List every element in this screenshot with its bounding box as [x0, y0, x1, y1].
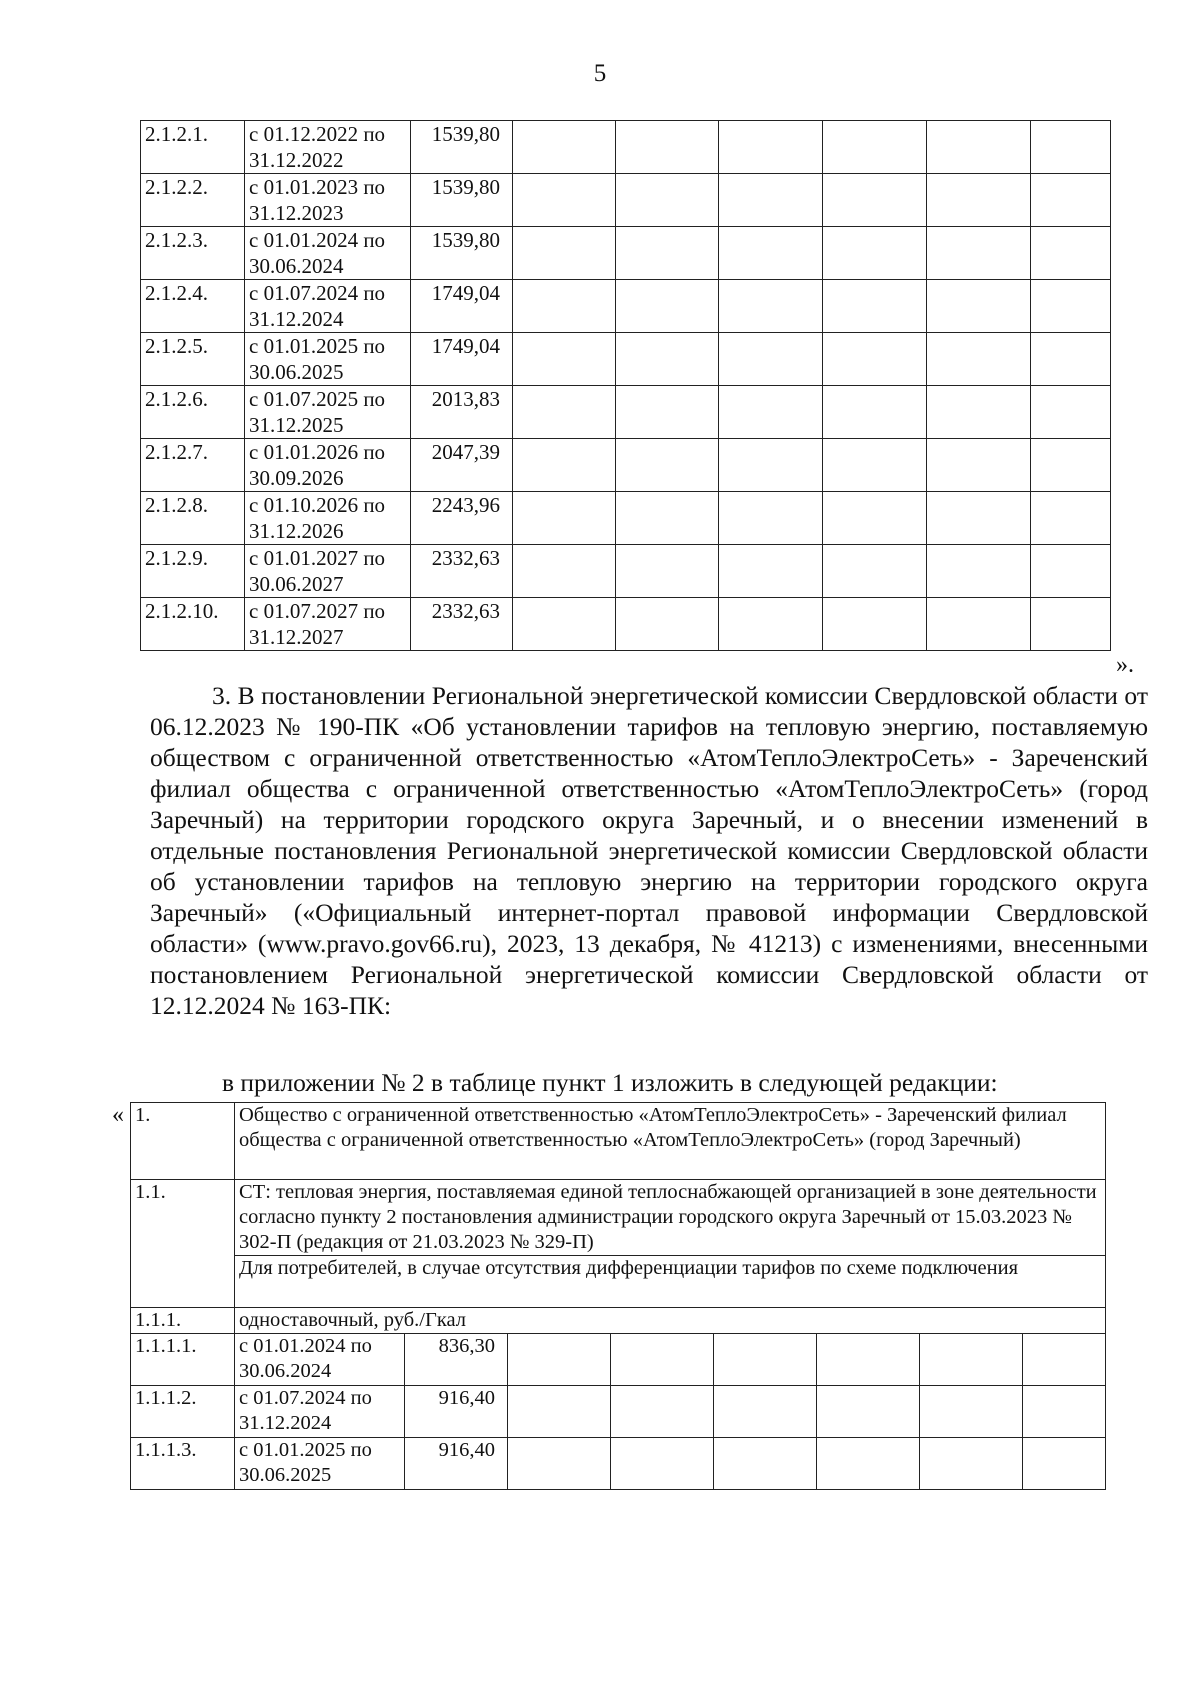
empty-cell — [616, 439, 719, 492]
row-code: 1.1. — [131, 1180, 235, 1308]
page-number: 5 — [593, 60, 607, 87]
period-cell — [235, 1386, 405, 1438]
period-start: с 01.01.2027 по — [249, 546, 386, 570]
empty-cell — [1031, 227, 1111, 280]
empty-cell — [823, 386, 927, 439]
period-cell — [245, 492, 411, 545]
tariff-value: 2013,83 — [411, 386, 513, 439]
paragraph-3 — [150, 680, 1148, 1021]
table-row — [131, 1256, 1106, 1308]
empty-cell — [719, 280, 823, 333]
tariff-value: 916,40 — [405, 1386, 508, 1438]
empty-cell — [1031, 333, 1111, 386]
empty-cell — [719, 492, 823, 545]
empty-cell — [823, 439, 927, 492]
empty-cell — [920, 1386, 1023, 1438]
empty-cell — [508, 1334, 611, 1386]
tariff-value: 2332,63 — [411, 598, 513, 651]
empty-cell — [817, 1386, 920, 1438]
tariff-value: 1749,04 — [411, 280, 513, 333]
table-row — [131, 1308, 1106, 1334]
period-start: с 01.10.2026 по — [249, 493, 386, 517]
table-row — [131, 1386, 1106, 1438]
tariff-value: 2243,96 — [411, 492, 513, 545]
empty-cell — [927, 280, 1031, 333]
table-row — [131, 1180, 1106, 1256]
service-description: СТ: тепловая энергия, поставляемая единой теплоснабжающей организацией в зоне деятельности согласно пункту 2 постановления администрации городского округа Заречный от 15.03.2023 № 302-П (редакция от 21.03.2023 № 329-П) — [235, 1180, 1106, 1256]
empty-cell — [616, 121, 719, 174]
empty-cell — [508, 1438, 611, 1490]
empty-cell — [927, 386, 1031, 439]
empty-cell — [611, 1386, 714, 1438]
tariff-value: 1539,80 — [411, 121, 513, 174]
paragraph-3-text: 3. В постановлении Региональной энергетической комиссии Свердловской области от 06.12.2023 № 190-ПК «Об установлении тарифов на тепловую энергию, поставляемую обществом с ограниченной ответственностью «АтомТеплоЭлектроСеть» - Зареченский филиал общества с ограниченной ответственностью «АтомТеплоЭлектроСеть» (город Заречный) на территории городского округа Заречный, и о внесении изменений в отдельные постановления Региональной энергетической комиссии Свердловской области об установлении тарифов на тепловую энергию на территории городского округа Заречный» («Официальный интернет-портал правовой информации Свердловской области» (www.pravo.gov66.ru), 2023, 13 декабря, № 41213) с изменениями, внесенными постановлением Региональной энергетической комиссии Свердловской области от 12.12.2024 № 163-ПК: — [150, 681, 1148, 1020]
period-end: 31.12.2024 — [249, 307, 344, 331]
empty-cell — [616, 333, 719, 386]
empty-cell — [1031, 280, 1111, 333]
empty-cell — [513, 333, 616, 386]
empty-cell — [513, 280, 616, 333]
tariff-value: 1539,80 — [411, 174, 513, 227]
period-start: с 01.07.2025 по — [249, 387, 386, 411]
tariff-value: 1749,04 — [411, 333, 513, 386]
empty-cell — [1023, 1334, 1106, 1386]
row-code: 2.1.2.4. — [141, 280, 245, 333]
empty-cell — [508, 1386, 611, 1438]
table-row — [141, 280, 1111, 333]
empty-cell — [513, 227, 616, 280]
tariff-type: одноставочный, руб./Гкал — [235, 1308, 1106, 1334]
period-start: с 01.01.2025 по — [239, 1439, 372, 1461]
empty-cell — [823, 174, 927, 227]
empty-cell — [1023, 1386, 1106, 1438]
empty-cell — [1031, 174, 1111, 227]
row-code: 2.1.2.9. — [141, 545, 245, 598]
empty-cell — [616, 598, 719, 651]
period-end: 30.06.2024 — [239, 1360, 332, 1382]
empty-cell — [616, 386, 719, 439]
empty-cell — [719, 598, 823, 651]
period-end: 30.06.2025 — [239, 1464, 332, 1486]
empty-cell — [927, 174, 1031, 227]
period-start: с 01.12.2022 по — [249, 122, 386, 146]
period-cell — [245, 121, 411, 174]
table-row — [141, 439, 1111, 492]
empty-cell — [513, 386, 616, 439]
empty-cell — [927, 333, 1031, 386]
row-code: 1.1.1. — [131, 1308, 235, 1334]
row-code: 1.1.1.1. — [131, 1334, 235, 1386]
empty-cell — [719, 545, 823, 598]
empty-cell — [1031, 545, 1111, 598]
period-cell — [235, 1334, 405, 1386]
period-start: с 01.01.2023 по — [249, 175, 386, 199]
empty-cell — [714, 1334, 817, 1386]
period-cell — [245, 174, 411, 227]
empty-cell — [1031, 386, 1111, 439]
empty-cell — [616, 174, 719, 227]
period-cell — [235, 1438, 405, 1490]
period-end: 30.09.2026 — [249, 466, 344, 490]
period-end: 31.12.2027 — [249, 625, 344, 649]
empty-cell — [513, 545, 616, 598]
period-cell — [245, 545, 411, 598]
row-code: 2.1.2.6. — [141, 386, 245, 439]
empty-cell — [823, 227, 927, 280]
closing-quote-mark: ». — [1116, 652, 1134, 678]
period-end: 31.12.2022 — [249, 148, 344, 172]
empty-cell — [611, 1438, 714, 1490]
period-start: с 01.07.2024 по — [249, 281, 386, 305]
empty-cell — [616, 492, 719, 545]
empty-cell — [927, 227, 1031, 280]
row-code: 2.1.2.3. — [141, 227, 245, 280]
period-end: 30.06.2027 — [249, 572, 344, 596]
row-code: 2.1.2.10. — [141, 598, 245, 651]
row-code: 2.1.2.5. — [141, 333, 245, 386]
empty-cell — [719, 227, 823, 280]
table-row — [131, 1334, 1106, 1386]
instruction-text: в приложении № 2 в таблице пункт 1 изложить в следующей редакции: — [222, 1068, 998, 1097]
tariff-table-continued — [140, 120, 1111, 651]
table-row — [141, 492, 1111, 545]
empty-cell — [1031, 492, 1111, 545]
consumer-description: Для потребителей, в случае отсутствия дифференциации тарифов по схеме подключения — [235, 1256, 1106, 1308]
empty-cell — [927, 545, 1031, 598]
empty-cell — [920, 1334, 1023, 1386]
empty-cell — [513, 174, 616, 227]
period-start: с 01.01.2024 по — [239, 1335, 372, 1357]
empty-cell — [927, 492, 1031, 545]
table-row — [141, 333, 1111, 386]
empty-cell — [714, 1438, 817, 1490]
table-row — [141, 121, 1111, 174]
empty-cell — [719, 333, 823, 386]
table-row — [131, 1438, 1106, 1490]
period-cell — [245, 439, 411, 492]
period-end: 31.12.2023 — [249, 201, 344, 225]
empty-cell — [714, 1386, 817, 1438]
period-cell — [245, 598, 411, 651]
empty-cell — [719, 121, 823, 174]
tariff-value: 1539,80 — [411, 227, 513, 280]
empty-cell — [719, 439, 823, 492]
empty-cell — [1023, 1438, 1106, 1490]
empty-cell — [719, 174, 823, 227]
empty-cell — [719, 386, 823, 439]
empty-cell — [823, 121, 927, 174]
empty-cell — [513, 598, 616, 651]
row-code: 1. — [131, 1103, 235, 1180]
row-code: 2.1.2.1. — [141, 121, 245, 174]
period-start: с 01.07.2024 по — [239, 1387, 372, 1409]
period-cell — [245, 280, 411, 333]
organization-name: Общество с ограниченной ответственностью «АтомТеплоЭлектроСеть» - Зареченский филиал общества с ограниченной ответственностью «АтомТеплоЭлектроСеть» (город Заречный) — [235, 1103, 1106, 1180]
period-start: с 01.07.2027 по — [249, 599, 386, 623]
period-cell — [245, 386, 411, 439]
empty-cell — [513, 439, 616, 492]
empty-cell — [823, 598, 927, 651]
empty-cell — [927, 439, 1031, 492]
period-start: с 01.01.2024 по — [249, 228, 386, 252]
period-end: 30.06.2024 — [249, 254, 344, 278]
empty-cell — [1031, 598, 1111, 651]
tariff-value: 916,40 — [405, 1438, 508, 1490]
table-row — [141, 545, 1111, 598]
period-cell — [245, 227, 411, 280]
row-code: 1.1.1.3. — [131, 1438, 235, 1490]
table-row — [141, 386, 1111, 439]
period-end: 30.06.2025 — [249, 360, 344, 384]
row-code: 2.1.2.8. — [141, 492, 245, 545]
empty-cell — [616, 280, 719, 333]
empty-cell — [513, 492, 616, 545]
period-end: 31.12.2026 — [249, 519, 344, 543]
opening-quote-mark: « — [112, 1102, 124, 1128]
table-row — [141, 598, 1111, 651]
tariff-value: 2332,63 — [411, 545, 513, 598]
table-row — [141, 227, 1111, 280]
empty-cell — [1031, 121, 1111, 174]
table-row — [141, 174, 1111, 227]
empty-cell — [823, 545, 927, 598]
period-end: 31.12.2024 — [239, 1412, 332, 1434]
empty-cell — [616, 545, 719, 598]
tariff-table-new — [130, 1102, 1106, 1490]
empty-cell — [817, 1334, 920, 1386]
period-start: с 01.01.2025 по — [249, 334, 386, 358]
empty-cell — [927, 121, 1031, 174]
row-code: 1.1.1.2. — [131, 1386, 235, 1438]
tariff-value: 836,30 — [405, 1334, 508, 1386]
empty-cell — [616, 227, 719, 280]
empty-cell — [817, 1438, 920, 1490]
empty-cell — [823, 492, 927, 545]
empty-cell — [823, 333, 927, 386]
period-cell — [245, 333, 411, 386]
empty-cell — [920, 1438, 1023, 1490]
tariff-value: 2047,39 — [411, 439, 513, 492]
empty-cell — [823, 280, 927, 333]
empty-cell — [1031, 439, 1111, 492]
table-row — [131, 1103, 1106, 1180]
empty-cell — [611, 1334, 714, 1386]
period-start: с 01.01.2026 по — [249, 440, 386, 464]
empty-cell — [513, 121, 616, 174]
row-code: 2.1.2.2. — [141, 174, 245, 227]
empty-cell — [927, 598, 1031, 651]
period-end: 31.12.2025 — [249, 413, 344, 437]
row-code: 2.1.2.7. — [141, 439, 245, 492]
